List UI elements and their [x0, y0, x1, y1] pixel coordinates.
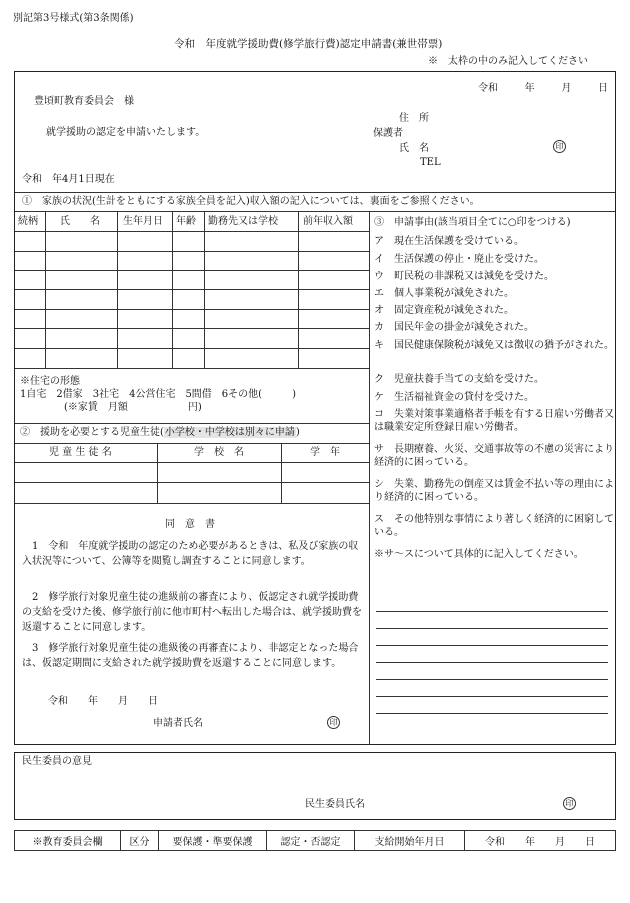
applicant-seal	[327, 716, 340, 729]
reason-ka[interactable]: カ 国民年金の掛金が減免された。	[374, 322, 534, 333]
guardian-label: 保護者	[373, 128, 403, 139]
consent-date[interactable]: 令和 年 月 日	[48, 696, 158, 707]
seal-icon: 印	[553, 140, 566, 153]
consent-paragraph-2: 2 修学旅行対象児童生徒の進級前の審査により、仮認定され就学援助費の支給を受けた後、修学旅行前に他市町村へ転出した場合は、就学援助費を返還することに同意します。	[22, 592, 362, 633]
detail-line-5[interactable]	[376, 679, 608, 680]
address-label[interactable]: 住 所	[399, 113, 429, 124]
detail-line-2[interactable]	[376, 628, 608, 629]
tel-label[interactable]: TEL	[420, 157, 441, 168]
date-month: 月	[561, 83, 572, 94]
name-label[interactable]: 氏 名	[399, 143, 429, 154]
consent-title: 同 意 書	[165, 519, 215, 530]
date-day: 日	[597, 83, 608, 94]
reason-u[interactable]: ウ 町民税の非課税又は減免を受けた。	[374, 271, 554, 282]
welfare-label: 民生委員の意見	[22, 756, 92, 767]
reason-i[interactable]: イ 生活保護の停止・廃止を受けた。	[374, 254, 544, 265]
date-year: 年	[524, 83, 535, 94]
office-cell-approval[interactable]: 認定・否認定	[267, 831, 355, 851]
instruction-note: ※ 太枠の中のみ記入してください	[428, 56, 588, 67]
detail-line-7[interactable]	[376, 713, 608, 714]
office-cell-start-date[interactable]: 令和 年 月 日	[465, 831, 616, 851]
office-cell-start-label: 支給開始年月日	[355, 831, 465, 851]
family-row-1[interactable]	[15, 251, 369, 252]
reason-ke[interactable]: ケ 生活福祉資金の貸付を受けた。	[374, 392, 534, 403]
reason-a[interactable]: ア 現在生活保護を受けている。	[374, 236, 524, 247]
welfare-name-label[interactable]: 民生委員氏名	[305, 799, 365, 810]
family-row-3[interactable]	[15, 289, 369, 290]
family-col-birthdate: 生年月日	[123, 216, 163, 227]
request-text: 就学援助の認定を申請いたします。	[46, 127, 206, 138]
reason-ku[interactable]: ク 児童扶養手当ての支給を受けた。	[374, 374, 544, 385]
family-row-4[interactable]	[15, 309, 369, 310]
reason-sa[interactable]: サ 長期療養、火災、交通事故等の不慮の災害により経済的に困っている。	[374, 444, 614, 468]
family-row-6[interactable]	[15, 348, 369, 349]
family-col-relation: 続柄	[18, 216, 38, 227]
children-col-name: 児 童 生 徒 名	[49, 447, 112, 458]
application-date	[478, 83, 608, 95]
family-col-age: 年齢	[176, 216, 196, 227]
welfare-seal	[563, 797, 576, 810]
office-cell-board: ※教育委員会欄	[15, 831, 121, 851]
detail-line-1[interactable]	[376, 611, 608, 612]
family-col-workplace: 勤務先又は学校	[208, 216, 278, 227]
children-row-1[interactable]	[15, 482, 369, 483]
detail-line-4[interactable]	[376, 662, 608, 663]
reason-o[interactable]: オ 固定資産税が減免された。	[374, 305, 514, 316]
family-col-income: 前年収入額	[303, 216, 353, 227]
form-reference: 別記第3号様式(第3条関係)	[13, 13, 134, 24]
children-col-school: 学 校 名	[194, 447, 244, 458]
children-heading-post: )	[295, 427, 300, 438]
reason-ko[interactable]: コ 失業対策事業適格者手帳を有する日雇い労働者又は職業安定所登録日雇い労働者。	[374, 409, 614, 433]
reason-ki[interactable]: キ 国民健康保険税が減免又は徴収の猶予がされた。	[374, 340, 614, 351]
as-of-date: 令和 年4月1日現在	[22, 174, 115, 185]
housing-options[interactable]: 1自宅 2借家 3社宅 4公営住宅 5間借 6その他( )	[20, 389, 296, 400]
housing-label: ※住宅の形態	[20, 376, 80, 387]
children-heading-shaded: 小学校・中学校は別々に申請	[164, 427, 295, 438]
children-heading-pre: ② 援助を必要とする児童生徒(	[20, 427, 164, 438]
family-heading: ① 家族の状況(生計をともにする家族全員を記入)収入額の記入については、裏面をご参照ください。	[22, 196, 480, 207]
reasons-heading: ③ 申請事由(該当項目全てに○印をつける)	[374, 217, 571, 228]
family-col-name: 氏 名	[60, 216, 100, 227]
children-heading	[20, 427, 300, 439]
office-cell-category: 区分	[121, 831, 159, 851]
children-col-grade: 学 年	[310, 447, 340, 458]
detail-line-3[interactable]	[376, 645, 608, 646]
seal-icon: 印	[563, 797, 576, 810]
consent-paragraph-1: 1 令和 年度就学援助の認定のため必要があるときは、私及び家族の収入状況等について、公簿等を閲覧し調査することに同意します。	[22, 541, 359, 567]
reasons-note: ※サ～スについて具体的に記入してください。	[374, 549, 584, 560]
page-title: 令和 年度就学援助費(修学旅行費)認定申請書(兼世帯票)	[174, 38, 443, 50]
addressee: 豊頃町教育委員会 様	[34, 96, 134, 107]
children-row-2[interactable]	[15, 503, 369, 504]
family-row-7[interactable]	[15, 368, 369, 369]
office-cell-protection[interactable]: 要保護・準要保護	[159, 831, 267, 851]
seal-icon: 印	[327, 716, 340, 729]
applicant-name-label[interactable]: 申請者氏名	[153, 718, 203, 729]
guardian-seal	[553, 140, 566, 153]
family-row-2[interactable]	[15, 270, 369, 271]
consent-paragraph-3: 3 修学旅行対象児童生徒の進級後の再審査により、非認定となった場合は、仮認定期間に支給された就学援助費を返還することに同意します。	[22, 643, 359, 669]
reason-e[interactable]: エ 個人事業税が減免された。	[374, 288, 514, 299]
family-row-5[interactable]	[15, 328, 369, 329]
office-use-table	[14, 830, 616, 851]
housing-rent[interactable]: (※家賃 月額 円)	[64, 402, 202, 413]
detail-line-6[interactable]	[376, 696, 608, 697]
date-era: 令和	[478, 83, 498, 94]
reason-shi[interactable]: シ 失業、勤務先の倒産又は賃金不払い等の理由により経済的に困っている。	[374, 479, 614, 503]
reason-su[interactable]: ス その他特別な事情により著しく経済的に困窮している。	[374, 514, 614, 538]
